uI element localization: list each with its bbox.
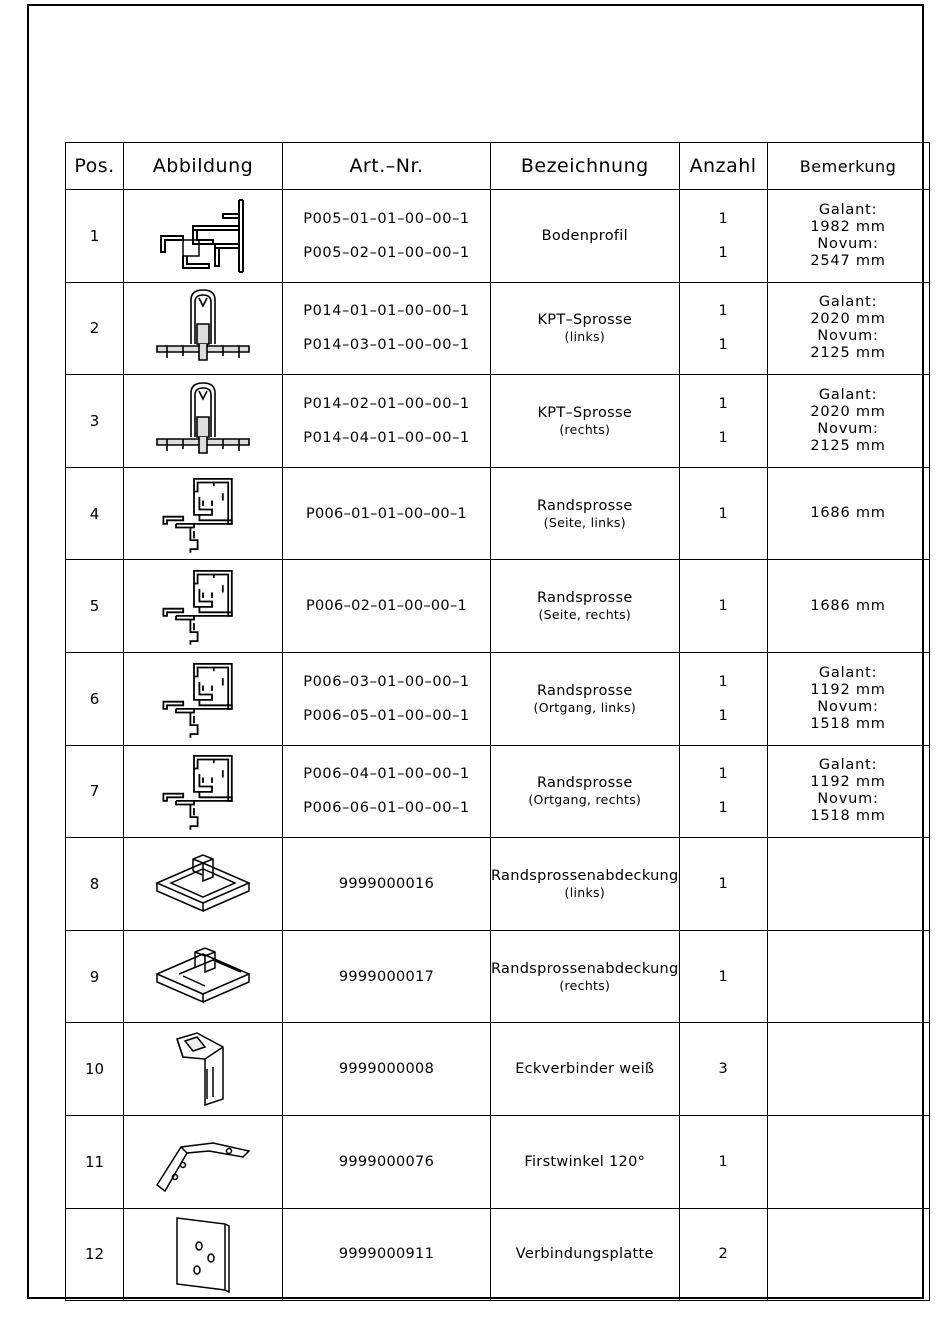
- art-nr-cell: [283, 190, 491, 283]
- anzahl-cell: [679, 1115, 767, 1208]
- kpt-bar-drawing-icon: [153, 381, 253, 461]
- art-nr-value: P006–06–01–00–00–1: [303, 800, 470, 817]
- bemerkung-line: 1192 mm: [810, 774, 886, 791]
- pos-cell: 7: [66, 745, 124, 838]
- bemerkung-cell: [767, 930, 929, 1023]
- ridge-angle-drawing-icon: [153, 1127, 253, 1197]
- abbildung-cell: [124, 745, 283, 838]
- art-nr-cell: [283, 930, 491, 1023]
- art-nr-cell: [283, 467, 491, 560]
- pos-cell: 2: [66, 282, 124, 375]
- abbildung-cell: [124, 652, 283, 745]
- art-nr-cell: [283, 375, 491, 468]
- bezeichnung-cell: [491, 1115, 680, 1208]
- anzahl-cell: [679, 1023, 767, 1116]
- parts-list-table: [65, 142, 930, 1301]
- art-nr-cell: [283, 1115, 491, 1208]
- art-nr-value: P014–01–01–00–00–1: [303, 303, 470, 320]
- bezeichnung-name: Eckverbinder weiß: [515, 1061, 655, 1078]
- anzahl-cell: [679, 1208, 767, 1301]
- art-nr-cell: [283, 560, 491, 653]
- table-header-row: [66, 143, 930, 190]
- art-nr-cell: [283, 282, 491, 375]
- art-nr-value: P006–01–01–00–00–1: [305, 505, 468, 522]
- header-bemerkung: Bemerkung: [767, 143, 929, 190]
- table-row: [66, 1115, 930, 1208]
- header-art-nr: Art.–Nr.: [283, 143, 491, 190]
- art-nr-value: P006–03–01–00–00–1: [303, 673, 470, 690]
- anzahl-cell: [679, 930, 767, 1023]
- art-nr-value: P006–05–01–00–00–1: [303, 707, 470, 724]
- art-nr-value: 9999000076: [338, 1153, 435, 1170]
- bemerkung-line: Novum:: [817, 791, 879, 808]
- anzahl-cell: [679, 560, 767, 653]
- bezeichnung-detail: (links): [564, 329, 606, 345]
- bezeichnung-detail: (Ortgang, links): [533, 699, 636, 715]
- table-row: [66, 838, 930, 931]
- abbildung-cell: [124, 375, 283, 468]
- anzahl-value: 1: [718, 244, 728, 261]
- bemerkung-line: Galant:: [818, 757, 878, 774]
- anzahl-value: 1: [718, 337, 728, 354]
- table-row: [66, 467, 930, 560]
- header-bezeichnung: Bezeichnung: [491, 143, 680, 190]
- abbildung-cell: [124, 282, 283, 375]
- bezeichnung-name: Randsprosse: [536, 682, 633, 699]
- bemerkung-line: 2125 mm: [810, 437, 886, 454]
- corner-connector-drawing-icon: [163, 1029, 243, 1109]
- bezeichnung-cell: [491, 190, 680, 283]
- table-row: [66, 282, 930, 375]
- bezeichnung-name: Firstwinkel 120°: [524, 1153, 646, 1170]
- pos-cell: 1: [66, 190, 124, 283]
- anzahl-value: 1: [718, 968, 728, 985]
- art-nr-cell: [283, 1208, 491, 1301]
- anzahl-value: 1: [718, 505, 728, 522]
- anzahl-value: 1: [718, 303, 728, 320]
- anzahl-value: 1: [718, 673, 728, 690]
- abbildung-cell: [124, 930, 283, 1023]
- pos-cell: 4: [66, 467, 124, 560]
- connection-plate-drawing-icon: [163, 1214, 243, 1294]
- art-nr-cell: [283, 1023, 491, 1116]
- bemerkung-line: Galant:: [818, 664, 878, 681]
- bemerkung-cell: [767, 190, 929, 283]
- pos-cell: 8: [66, 838, 124, 931]
- bezeichnung-name: Randsprosse: [536, 775, 633, 792]
- bezeichnung-detail: (Ortgang, rechts): [528, 792, 642, 808]
- anzahl-value: 1: [718, 429, 728, 446]
- header-anzahl: Anzahl: [679, 143, 767, 190]
- bemerkung-line: 2547 mm: [810, 252, 886, 269]
- anzahl-value: 1: [718, 707, 728, 724]
- pos-cell: 11: [66, 1115, 124, 1208]
- bezeichnung-name: Bodenprofil: [541, 227, 628, 244]
- bezeichnung-cell: [491, 1023, 680, 1116]
- floor-profile-drawing-icon: [153, 196, 253, 276]
- pos-cell: 12: [66, 1208, 124, 1301]
- cover-cap-right-drawing-icon: [153, 942, 253, 1012]
- bezeichnung-name: KPT–Sprosse: [537, 312, 633, 329]
- edge-bar-drawing-icon: [158, 658, 248, 740]
- anzahl-cell: [679, 467, 767, 560]
- bemerkung-cell: [767, 745, 929, 838]
- bezeichnung-name: KPT–Sprosse: [537, 404, 633, 421]
- bezeichnung-name: Verbindungsplatte: [515, 1246, 654, 1263]
- bemerkung-line: 1518 mm: [810, 715, 886, 732]
- bezeichnung-cell: [491, 467, 680, 560]
- art-nr-value: P006–04–01–00–00–1: [303, 766, 470, 783]
- art-nr-value: P005–02–01–00–00–1: [303, 244, 470, 261]
- abbildung-cell: [124, 467, 283, 560]
- pos-cell: 3: [66, 375, 124, 468]
- bemerkung-cell: [767, 1023, 929, 1116]
- table-row: [66, 652, 930, 745]
- anzahl-value: 3: [718, 1061, 728, 1078]
- art-nr-value: P006–02–01–00–00–1: [305, 598, 468, 615]
- bemerkung-line: 1518 mm: [810, 808, 886, 825]
- art-nr-value: P014–03–01–00–00–1: [303, 337, 470, 354]
- bemerkung-cell: [767, 1208, 929, 1301]
- pos-cell: 6: [66, 652, 124, 745]
- bemerkung-line: 1686 mm: [810, 597, 886, 614]
- abbildung-cell: [124, 560, 283, 653]
- edge-bar-drawing-icon: [158, 750, 248, 832]
- bemerkung-cell: [767, 838, 929, 931]
- bezeichnung-cell: [491, 560, 680, 653]
- bemerkung-line: 2020 mm: [810, 403, 886, 420]
- edge-bar-drawing-icon: [158, 473, 248, 555]
- bezeichnung-name: Randsprossenabdeckung: [491, 960, 679, 977]
- anzahl-cell: [679, 745, 767, 838]
- bemerkung-line: Galant:: [818, 201, 878, 218]
- bemerkung-cell: [767, 560, 929, 653]
- anzahl-value: 1: [718, 395, 728, 412]
- abbildung-cell: [124, 1208, 283, 1301]
- anzahl-value: 1: [718, 210, 728, 227]
- art-nr-value: 9999000911: [338, 1246, 435, 1263]
- bezeichnung-detail: (Seite, rechts): [538, 607, 632, 623]
- anzahl-value: 1: [718, 598, 728, 615]
- bemerkung-line: 1686 mm: [810, 505, 886, 522]
- bemerkung-cell: [767, 652, 929, 745]
- bezeichnung-detail: (Seite, links): [543, 514, 626, 530]
- abbildung-cell: [124, 190, 283, 283]
- bemerkung-line: Novum:: [817, 698, 879, 715]
- bemerkung-cell: [767, 467, 929, 560]
- anzahl-cell: [679, 652, 767, 745]
- art-nr-value: 9999000008: [338, 1061, 435, 1078]
- header-pos: Pos.: [66, 143, 124, 190]
- table-row: [66, 560, 930, 653]
- art-nr-value: P014–02–01–00–00–1: [303, 395, 470, 412]
- kpt-bar-drawing-icon: [153, 288, 253, 368]
- bemerkung-cell: [767, 282, 929, 375]
- abbildung-cell: [124, 1115, 283, 1208]
- bezeichnung-name: Randsprosse: [536, 590, 633, 607]
- anzahl-value: 2: [718, 1246, 728, 1263]
- anzahl-cell: [679, 375, 767, 468]
- art-nr-cell: [283, 745, 491, 838]
- bemerkung-line: Novum:: [817, 328, 879, 345]
- bemerkung-cell: [767, 375, 929, 468]
- abbildung-cell: [124, 838, 283, 931]
- bemerkung-line: Galant:: [818, 386, 878, 403]
- table-row: [66, 1208, 930, 1301]
- abbildung-cell: [124, 1023, 283, 1116]
- anzahl-cell: [679, 838, 767, 931]
- bezeichnung-cell: [491, 745, 680, 838]
- art-nr-cell: [283, 652, 491, 745]
- bezeichnung-detail: (rechts): [559, 421, 611, 437]
- bemerkung-line: Novum:: [817, 235, 879, 252]
- anzahl-value: 1: [718, 800, 728, 817]
- table-row: [66, 930, 930, 1023]
- bezeichnung-name: Randsprossenabdeckung: [491, 867, 679, 884]
- bemerkung-line: Novum:: [817, 420, 879, 437]
- bezeichnung-cell: [491, 652, 680, 745]
- pos-cell: 10: [66, 1023, 124, 1116]
- bezeichnung-cell: [491, 930, 680, 1023]
- anzahl-value: 1: [718, 1153, 728, 1170]
- edge-bar-drawing-icon: [158, 565, 248, 647]
- table-row: [66, 190, 930, 283]
- bezeichnung-name: Randsprosse: [536, 497, 633, 514]
- anzahl-value: 1: [718, 766, 728, 783]
- pos-cell: 9: [66, 930, 124, 1023]
- bemerkung-line: 1192 mm: [810, 681, 886, 698]
- bemerkung-line: Galant:: [818, 294, 878, 311]
- table-row: [66, 745, 930, 838]
- bemerkung-cell: [767, 1115, 929, 1208]
- bemerkung-line: 2125 mm: [810, 345, 886, 362]
- art-nr-value: P005–01–01–00–00–1: [303, 210, 470, 227]
- pos-cell: 5: [66, 560, 124, 653]
- bezeichnung-cell: [491, 375, 680, 468]
- bezeichnung-cell: [491, 838, 680, 931]
- bezeichnung-detail: (links): [564, 884, 606, 900]
- art-nr-value: 9999000017: [338, 968, 435, 985]
- table-row: [66, 1023, 930, 1116]
- table-row: [66, 375, 930, 468]
- art-nr-value: P014–04–01–00–00–1: [303, 429, 470, 446]
- bemerkung-line: 1982 mm: [810, 218, 886, 235]
- bezeichnung-cell: [491, 282, 680, 375]
- cover-cap-left-drawing-icon: [153, 849, 253, 919]
- art-nr-value: 9999000016: [338, 875, 435, 892]
- bezeichnung-detail: (rechts): [559, 977, 611, 993]
- bemerkung-line: 2020 mm: [810, 311, 886, 328]
- anzahl-cell: [679, 282, 767, 375]
- header-abbildung: Abbildung: [124, 143, 283, 190]
- art-nr-cell: [283, 838, 491, 931]
- anzahl-value: 1: [718, 875, 728, 892]
- anzahl-cell: [679, 190, 767, 283]
- bezeichnung-cell: [491, 1208, 680, 1301]
